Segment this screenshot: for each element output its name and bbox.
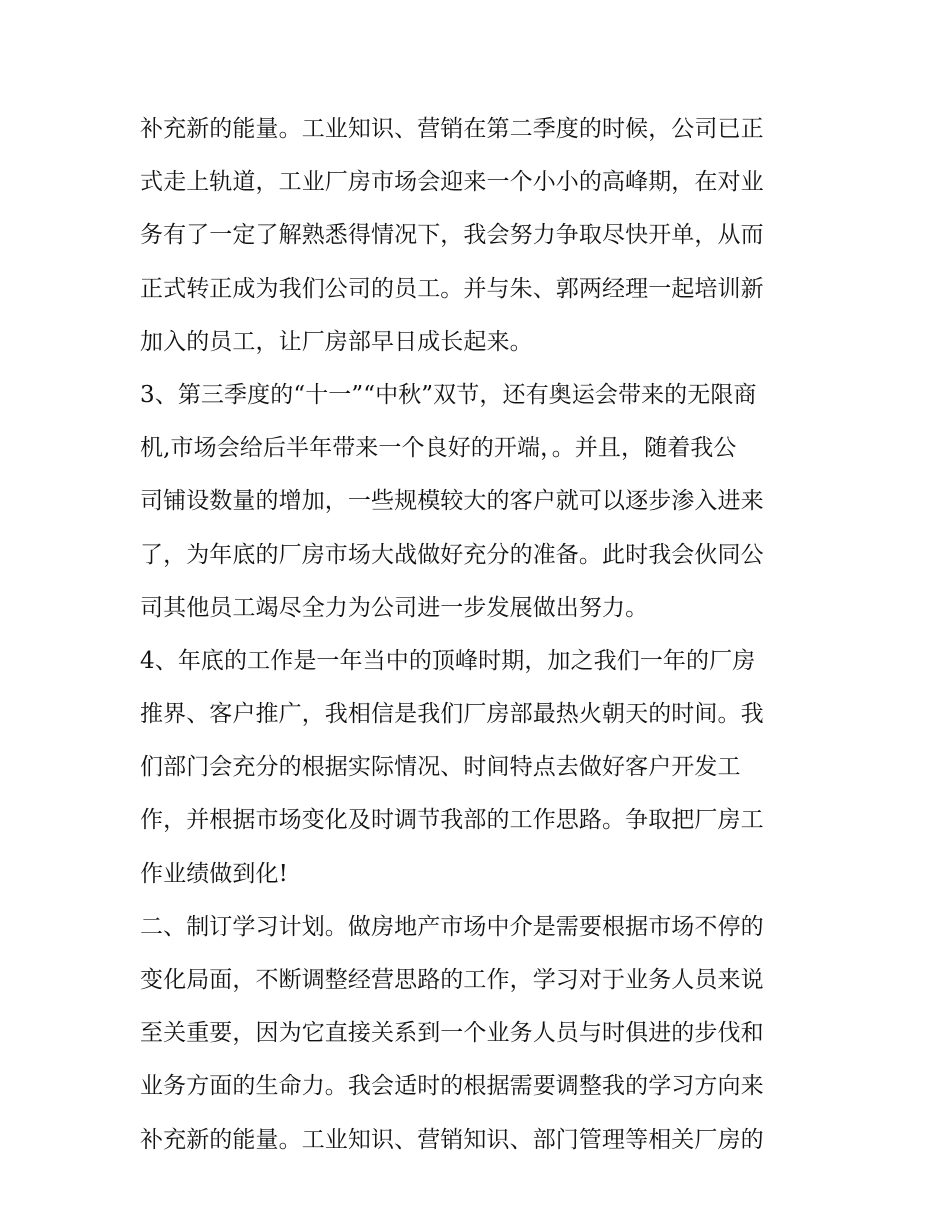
text-line: 补充新的能量。工业知识、营销知识、部门管理等相关厂房的 (140, 1126, 764, 1153)
text-line: 机,市场会给后半年带来一个良好的开端，。并且，随着我公 (140, 435, 737, 462)
text-line: 作业绩做到化! (140, 860, 288, 887)
text-line: 式走上轨道，工业厂房市场会迎来一个小小的高峰期，在对业 (140, 169, 764, 196)
text-line: 推界、客户推广，我相信是我们厂房部最热火朝天的时间。我 (140, 701, 764, 728)
text-line: 3、第三季度的“十一”“中秋”双节，还有奥运会带来的无限商 (140, 381, 757, 408)
text-line: 们部门会充分的根据实际情况、时间特点去做好客户开发工 (140, 754, 741, 781)
text-line: 补充新的能量。工业知识、营销在第二季度的时候，公司已正 (140, 116, 764, 142)
text-line: 司铺设数量的增加，一些规模较大的客户就可以逐步渗入进来 (140, 488, 764, 515)
text-line: 4、年底的工作是一年当中的顶峰时期，加之我们一年的厂房 (140, 647, 756, 674)
text-line: 作，并根据市场变化及时调节我部的工作思路。争取把厂房工 (140, 807, 764, 834)
text-line: 务有了一定了解熟悉得情况下，我会努力争取尽快开单，从而 (140, 222, 764, 249)
text-line: 正式转正成为我们公司的员工。并与朱、郭两经理一起培训新 (140, 275, 764, 302)
text-line: 变化局面，不断调整经营思路的工作，学习对于业务人员来说 (140, 967, 764, 993)
text-line: 加入的员工，让厂房部早日成长起来。 (140, 328, 533, 355)
document-body (140, 103, 820, 1167)
text-line: 业务方面的生命力。我会适时的根据需要调整我的学习方向来 (140, 1073, 764, 1100)
text-line: 二、制订学习计划。做房地产市场中介是需要根据市场不停的 (140, 913, 764, 940)
text-line: 了，为年底的厂房市场大战做好充分的准备。此时我会伙同公 (140, 541, 764, 568)
text-line: 至关重要，因为它直接关系到一个业务人员与时俱进的步伐和 (140, 1020, 764, 1047)
text-line: 司其他员工竭尽全力为公司进一步发展做出努力。 (140, 594, 649, 621)
